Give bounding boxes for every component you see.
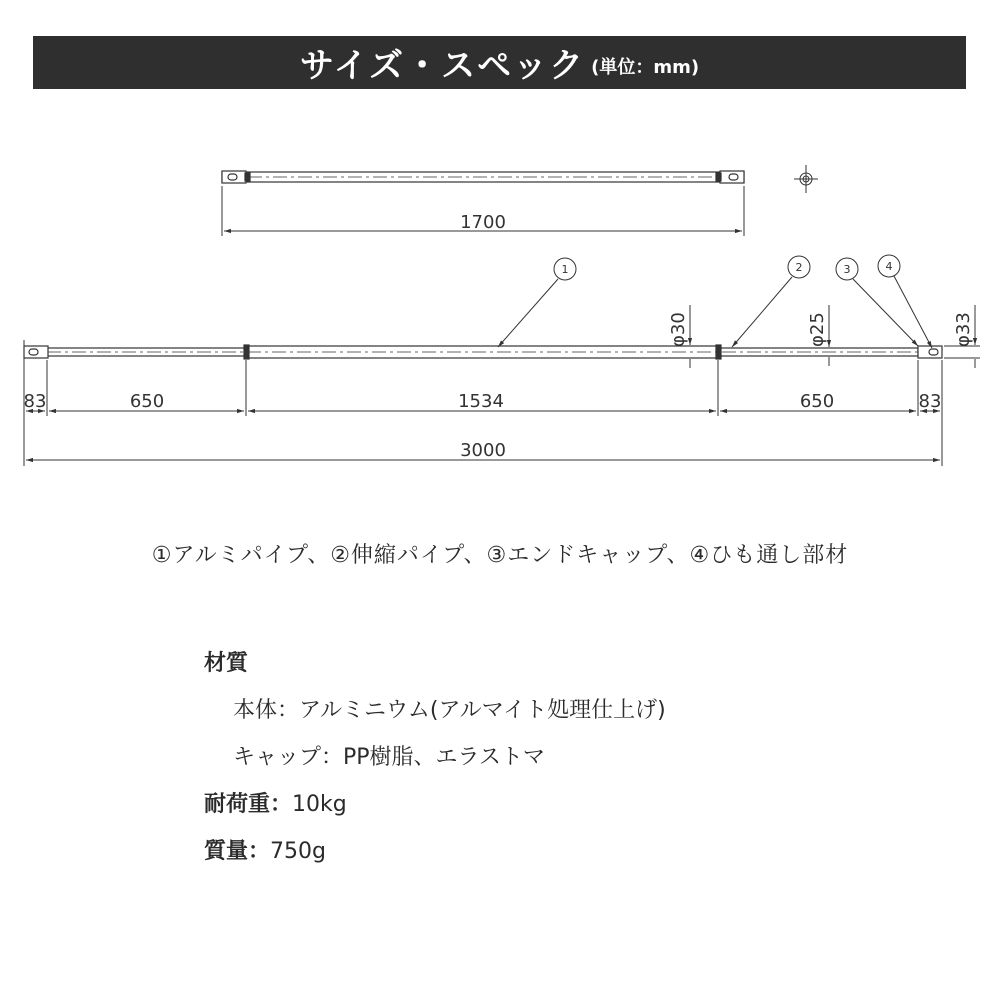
- end-right-length-label: 83: [918, 391, 942, 412]
- load-capacity-label: 耐荷重：: [204, 792, 293, 817]
- callout-1: [498, 258, 576, 347]
- aluminum-length-label: 1534: [458, 391, 504, 412]
- end-left-length-label: 83: [23, 391, 47, 412]
- body-material-value: アルミニウム(アルマイト処理仕上げ): [299, 698, 666, 723]
- cap-material-value: PP樹脂、エラストマ: [343, 745, 545, 770]
- diameter-endcap-label: φ33: [953, 312, 974, 347]
- weight-label: 質量：: [204, 839, 271, 864]
- load-capacity-value: 10kg: [292, 792, 347, 817]
- body-material-label: 本体：: [233, 698, 300, 723]
- telescopic-left-length-label: 650: [129, 391, 165, 412]
- weight-value: 750g: [270, 839, 326, 864]
- total-length-label: 3000: [460, 440, 506, 461]
- extended-pole: [24, 345, 942, 359]
- diameter-aluminum-label: φ30: [668, 312, 689, 347]
- cap-material-label: キャップ：: [233, 745, 344, 770]
- diameter-telescopic-label: φ25: [807, 312, 828, 347]
- body-material-row: [204, 687, 904, 734]
- callout-3-number: 3: [843, 263, 851, 276]
- collapsed-length-label: 1700: [460, 212, 506, 233]
- callout-2: [732, 256, 810, 347]
- callout-2-number: 2: [795, 261, 803, 274]
- cross-section-icon: [794, 165, 818, 193]
- unit-note: (単位：mm): [591, 56, 700, 78]
- parts-legend: ①アルミパイプ、②伸縮パイプ、③エンドキャップ、④ひも通し部材: [151, 543, 849, 568]
- collapsed-pole: [222, 171, 744, 183]
- callout-4-number: 4: [885, 260, 893, 273]
- spec-list: [204, 640, 904, 875]
- callout-3: [836, 258, 918, 346]
- telescopic-right-length-label: 650: [799, 391, 835, 412]
- weight-row: [204, 828, 904, 875]
- callout-4: [878, 255, 932, 348]
- material-heading: 材質: [204, 651, 249, 676]
- load-capacity-row: [204, 781, 904, 828]
- page-title: サイズ・スペック: [299, 46, 586, 86]
- callout-1-number: 1: [561, 263, 569, 276]
- cap-material-row: [204, 734, 904, 781]
